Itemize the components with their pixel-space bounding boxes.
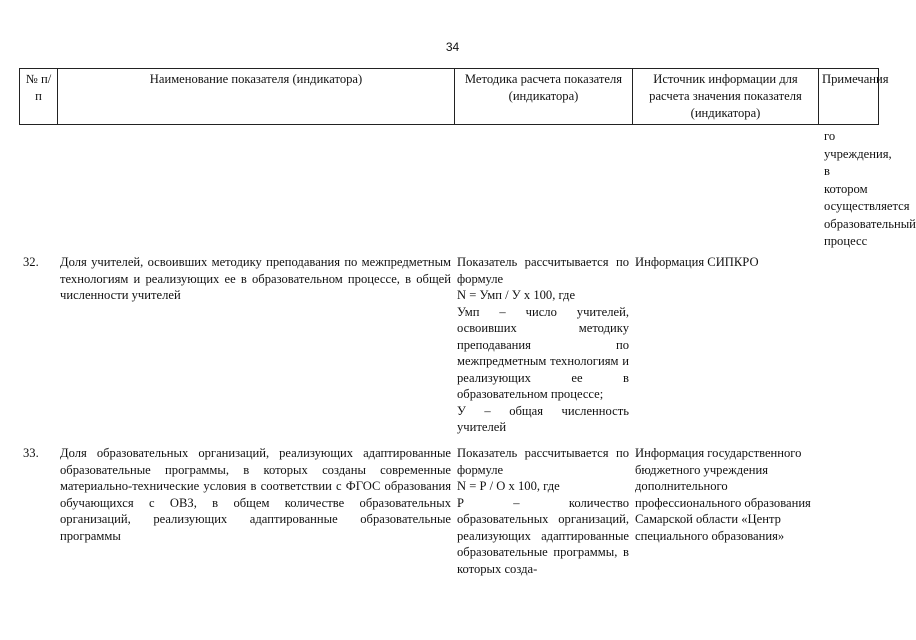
header-name: Наименование показателя (индикатора)	[57, 68, 454, 125]
note-cell	[818, 254, 879, 445]
method-intro: Показатель рассчитывается по формуле	[457, 446, 629, 477]
row-number: 33.	[23, 446, 39, 460]
method-cell	[454, 445, 632, 595]
table-row	[19, 445, 879, 595]
method-formula: N = Умп / У х 100, где	[457, 288, 576, 302]
table-row	[19, 254, 879, 445]
source-cell: Информация СИПКРО	[635, 255, 759, 269]
method-definition: Умп – число учителей, освоивших методику преподавания по межпредметным технологиям и реализующих ее в образовательном процессе;	[457, 304, 629, 401]
source-cell: Информация государственного бюджетного учреждения дополнительного профессионального образования Самарской области «Центр специального образования»	[635, 446, 811, 543]
header-source: Источник информации для расчета значения показателя (индикатора)	[632, 68, 818, 125]
row-number: 32.	[23, 255, 39, 269]
indicator-name: Доля учителей, освоивших методику преподавания по межпредметным технологиям и реализующих ее в образовательном процессе, в общей численности учителей	[60, 255, 451, 302]
method-intro: Показатель рассчитывается по формуле	[457, 255, 629, 286]
method-definition: Р – количество образовательных организаций, реализующих адаптированные образовательные программы, в которых созда-	[457, 495, 629, 576]
table-header	[19, 68, 889, 125]
indicator-name: Доля образовательных организаций, реализующих адаптированные образовательные программы, в которых созданы современные материально-технические условия в соответствии с ФГОС образования обучающихся с ОВЗ, в общем количестве образовательных организаций, реализующих адаптированные образовательные программы	[60, 446, 451, 543]
header-num: № п/п	[19, 68, 57, 125]
page-number: 34	[445, 40, 460, 54]
method-formula: N = Р / О х 100, где	[457, 479, 560, 493]
method-cell	[454, 254, 632, 445]
table-row-continuation	[19, 125, 916, 254]
method-definition: У – общая численность учителей	[457, 403, 629, 434]
header-method: Методика расчета показателя (индикатора)	[454, 68, 632, 125]
note-cell	[818, 445, 879, 595]
note-continuation: го учреждения, в котором осуществляется образовательный процесс	[824, 129, 916, 248]
indicator-table	[19, 68, 916, 595]
header-note: Примечания	[818, 68, 879, 125]
